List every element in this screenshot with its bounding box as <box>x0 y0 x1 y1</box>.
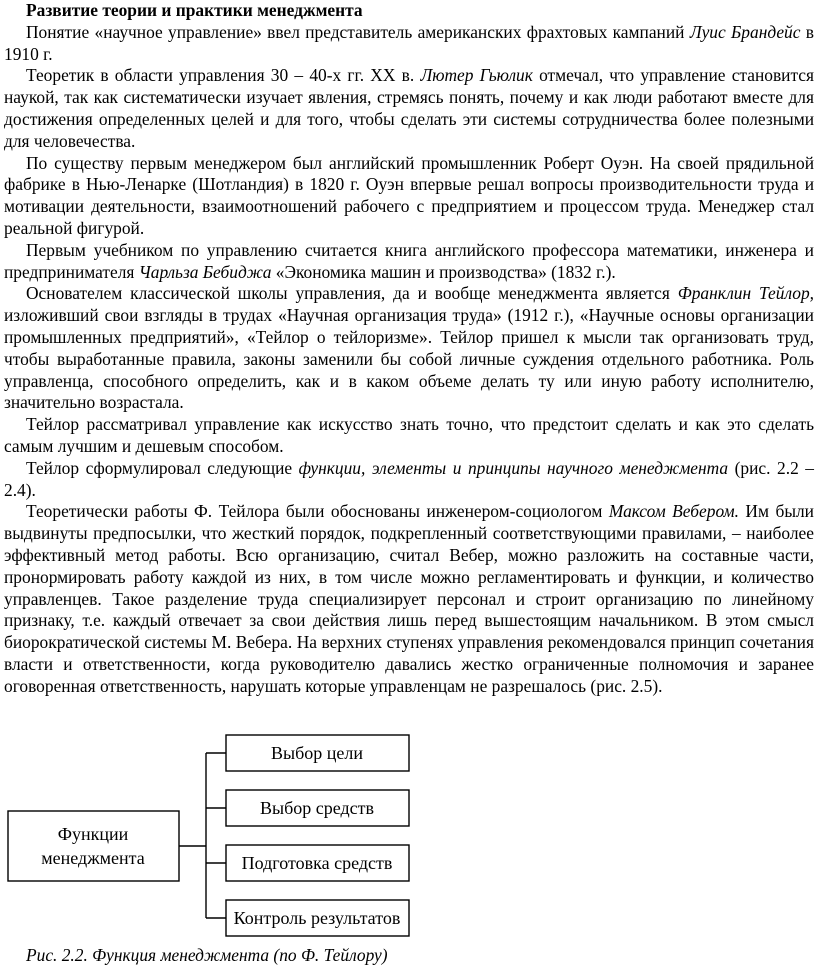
figure-caption: Рис. 2.2. Функция менеджмента (по Ф. Тейлору) <box>26 945 388 965</box>
paragraph-text: отмечал, что управление становится наукой, так как систематически изучает явления, стремясь понять, почему и как люди работают вместе для достижения определенных целей и для того, чтобы сделать эти системы сотрудничества более полезными для человечества. <box>4 65 814 151</box>
paragraph-text: в 1910 г. <box>4 21 814 64</box>
paragraph-text: «Экономика машин и производства» (1832 г.). <box>271 261 616 282</box>
root-label-line-2: менеджмента <box>41 848 145 868</box>
root-label-line-1: Функции <box>57 824 129 844</box>
paragraph-text: изложивший свои взгляды в трудах «Научная организация труда» (1912 г.), «Научные основы организации промышленных предприятий», «Тейлор о тейлоризме». Тейлор пришел к мысли так организовать труд, чтобы выработанные правила, законы заменили бы собой личные суждения отдельного работника. Роль управленца, способного определить, как и в каком объеме делать ту или иную работу исполнителю, значительно возрастала. <box>4 305 814 413</box>
paragraph-7 <box>4 458 814 502</box>
italic-name: Франклин Тейлор, <box>677 283 814 304</box>
paragraph-text: Тейлор сформулировал следующие <box>26 457 299 478</box>
child-label-means: Выбор средств <box>259 798 375 818</box>
paragraph-1 <box>4 22 814 66</box>
paragraph-4 <box>4 240 814 284</box>
paragraph-text: По существу первым менеджером был английский промышленник Роберт Оуэн. На своей прядильной фабрике в Нью-Ленарке (Шотландия) в 1820 г. Оуэн впервые решал вопросы производительности труда и мотивации деятельности, взаимоотношений рабочего с предприятием и процессом труда. Менеджер стал реальной фигурой. <box>4 152 814 238</box>
child-label-goal: Выбор цели <box>271 743 363 763</box>
paragraph-text: Первым учебником по управлению считается книга английского профессора математики, инженера и предпринимателя <box>4 239 814 282</box>
paragraph-5 <box>4 283 814 414</box>
paragraph-2 <box>4 65 814 152</box>
connector-lines <box>179 753 226 918</box>
root-box <box>8 811 179 881</box>
italic-name: Чарльза Бебиджа <box>138 261 272 282</box>
italic-name: Луис Брандейс <box>689 21 801 42</box>
section-heading: Развитие теории и практики менеджмента <box>26 0 363 20</box>
italic-name: Максом Вебером. <box>608 501 739 522</box>
paragraph-text: Им были выдвинуты предпосылки, что жесткий порядок, подкрепленный соответствующими правилами, – наиболее эффективный метод работы. Всю организацию, считал Вебер, можно разложить на составные части, пронормировать работу каждой из них, в том числе можно регламентировать и функции, и количество управленцев. Такое разделение труда специализирует персонал и строит организацию по линейному признаку, т.е. каждый отвечает за свои действия лишь перед вышестоящим начальником. В этом смысл биорократической системы М. Вебера. На верхних ступенях управления рекомендовался принцип сочетания власти и ответственности, когда руководителю давались жестко ограниченные полномочия и заранее оговоренная ответственность, нарушать которые управленцам не разрешалось (рис. 2.5). <box>4 501 814 696</box>
paragraph-text: (рис. 2.2 – 2.4). <box>4 457 814 500</box>
text-body <box>4 0 814 698</box>
paragraph-6 <box>4 414 814 458</box>
paragraph-text: Теоретик в области управления 30 – 40-х гг. XX в. <box>26 65 421 86</box>
child-label-preparation: Подготовка средств <box>241 853 393 873</box>
paragraph-text: Основателем классической школы управления, да и вообще менеджмента является <box>26 283 678 304</box>
paragraph-text: Тейлор рассматривал управление как искусство знать точно, что предстоит сделать и как это сделать самым лучшим и дешевым способом. <box>4 414 814 456</box>
italic-phrase: функции, элементы и принципы научного менеджмента <box>298 457 729 478</box>
paragraph-text: Теоретически работы Ф. Тейлора были обоснованы инженером-социологом <box>26 501 609 522</box>
paragraph-text: Понятие «научное управление» ввел представитель американских фрахтовых кампаний <box>26 21 690 42</box>
italic-name: Лютер Гьюлик <box>420 65 533 86</box>
child-label-control: Контроль результатов <box>233 908 401 928</box>
functions-diagram <box>0 726 816 946</box>
paragraph-8 <box>4 501 814 697</box>
paragraph-3 <box>4 153 814 240</box>
